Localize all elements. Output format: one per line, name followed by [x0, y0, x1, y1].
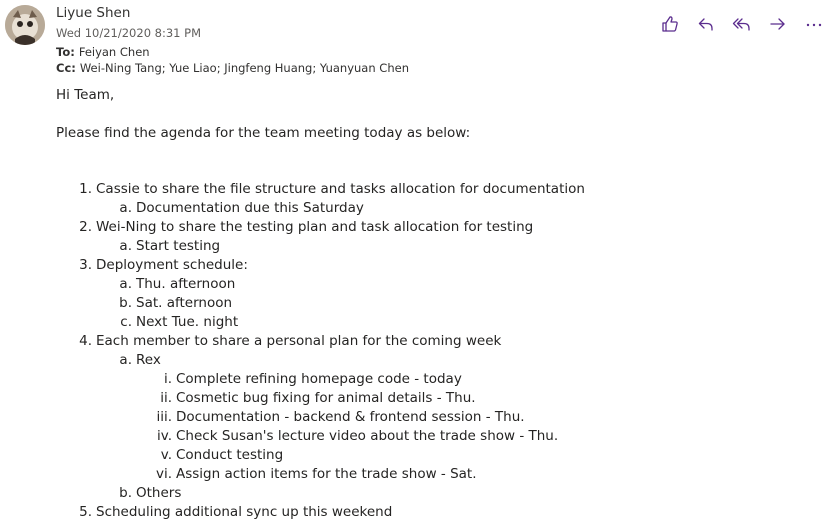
to-line	[56, 45, 150, 59]
list-item-text: Check Susan's lecture video about the trade show - Thu.	[176, 428, 559, 444]
cc-line	[56, 61, 409, 75]
list-marker: ii.	[160, 390, 172, 406]
list-marker: a.	[119, 352, 132, 368]
reply-all-button[interactable]	[724, 12, 760, 36]
agenda-item-level-2	[56, 484, 816, 503]
sent-date: Wed 10/21/2020 8:31 PM	[56, 26, 202, 40]
list-marker: 3.	[79, 257, 92, 273]
agenda-item-level-3	[56, 370, 816, 389]
agenda-item-level-1	[56, 218, 816, 237]
list-marker: a.	[119, 276, 132, 292]
message-body	[56, 86, 816, 520]
more-actions-button[interactable]	[796, 12, 832, 36]
avatar-image	[5, 5, 45, 45]
list-marker: 4.	[79, 333, 92, 349]
agenda-item-level-1	[56, 332, 816, 351]
like-button[interactable]	[652, 12, 688, 36]
agenda-item-level-1	[56, 180, 816, 199]
intro-text: Please find the agenda for the team meeting today as below:	[56, 125, 471, 141]
greeting: Hi Team,	[56, 87, 115, 103]
sender-avatar[interactable]	[5, 5, 45, 45]
agenda-item-level-2	[56, 351, 816, 370]
cc-label: Cc:	[56, 61, 76, 75]
list-item-text: Start testing	[136, 238, 221, 254]
sender-name[interactable]: Liyue Shen	[56, 5, 131, 21]
agenda-item-level-2	[56, 275, 816, 294]
list-item-text: Assign action items for the trade show - Sat.	[176, 466, 477, 482]
list-item-text: Conduct testing	[176, 447, 284, 463]
agenda-item-level-2	[56, 313, 816, 332]
list-item-text: Scheduling additional sync up this weekend	[96, 504, 393, 520]
list-item-text: Documentation due this Saturday	[136, 200, 364, 216]
list-marker: 2.	[79, 219, 92, 235]
list-item-text: Cosmetic bug fixing for animal details - Thu.	[176, 390, 476, 406]
list-marker: a.	[119, 200, 132, 216]
agenda-item-level-3	[56, 465, 816, 484]
agenda-item-level-1	[56, 503, 816, 522]
cc-recipients[interactable]: Wei-Ning Tang; Yue Liao; Jingfeng Huang; Yuanyuan Chen	[79, 61, 409, 75]
list-marker: c.	[120, 314, 132, 330]
more-icon	[804, 14, 824, 34]
to-recipients[interactable]: Feiyan Chen	[78, 45, 150, 59]
list-marker: i.	[163, 371, 172, 387]
agenda-item-level-3	[56, 408, 816, 427]
list-marker: 1.	[79, 181, 92, 197]
agenda-item-level-2	[56, 294, 816, 313]
reply-all-icon	[732, 14, 752, 34]
list-marker: b.	[119, 485, 132, 501]
list-item-text: Sat. afternoon	[136, 295, 233, 311]
message-actions	[652, 12, 832, 36]
list-item-text: Wei-Ning to share the testing plan and task allocation for testing	[96, 219, 534, 235]
forward-icon	[768, 14, 788, 34]
agenda-item-level-2	[56, 237, 816, 256]
list-item-text: Thu. afternoon	[136, 276, 236, 292]
list-item-text: Each member to share a personal plan for the coming week	[96, 333, 502, 349]
list-marker: 5.	[79, 504, 92, 520]
list-item-text: Cassie to share the file structure and tasks allocation for documentation	[96, 181, 585, 197]
list-marker: iv.	[157, 428, 172, 444]
reply-button[interactable]	[688, 12, 724, 36]
list-marker: a.	[119, 238, 132, 254]
thumbs-up-icon	[660, 14, 680, 34]
list-item-text: Deployment schedule:	[96, 257, 248, 273]
agenda-item-level-3	[56, 446, 816, 465]
forward-button[interactable]	[760, 12, 796, 36]
reply-icon	[696, 14, 716, 34]
agenda-item-level-1	[56, 256, 816, 275]
agenda-list	[56, 180, 816, 522]
list-marker: b.	[119, 295, 132, 311]
agenda-item-level-2	[56, 199, 816, 218]
list-item-text: Complete refining homepage code - today	[176, 371, 462, 387]
list-marker: v.	[160, 447, 172, 463]
list-item-text: Documentation - backend & frontend session - Thu.	[176, 409, 525, 425]
agenda-item-level-3	[56, 389, 816, 408]
list-item-text: Rex	[136, 352, 161, 368]
agenda-item-level-3	[56, 427, 816, 446]
list-marker: vi.	[155, 466, 172, 482]
list-item-text: Others	[136, 485, 182, 501]
to-label: To:	[56, 45, 75, 59]
list-item-text: Next Tue. night	[136, 314, 239, 330]
list-marker: iii.	[156, 409, 172, 425]
